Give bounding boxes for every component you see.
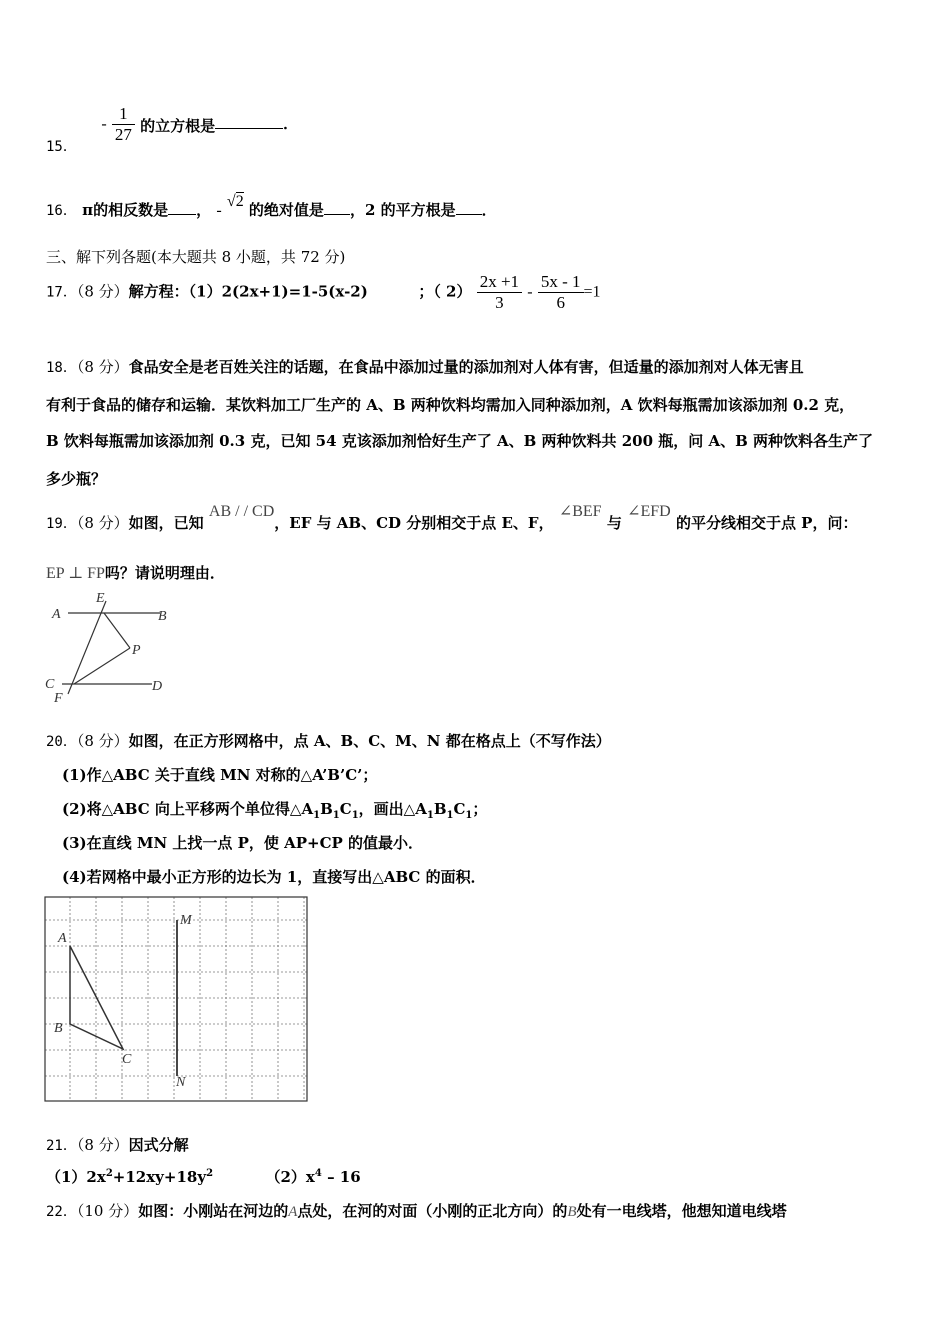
question-19: 19．（8 分）如图，已知 AB / / CD，EF 与 AB、CD 分别相交于点 E、F， ∠BEF 与 ∠EFD 的平分线相交于点 P，问： bbox=[46, 503, 858, 532]
question-21-parts: $(1)2x^2+12xy+18y^2$ $(2)x^4 - 16$ bbox=[46, 1168, 361, 1186]
question-19-line2: EP ⊥ FP吗？请说明理由． bbox=[46, 564, 225, 582]
question-20-part4: (4)若网格中最小正方形的边长为 1，直接写出△ABC 的面积． bbox=[62, 868, 486, 886]
label-d: D bbox=[152, 679, 163, 694]
segment-ep bbox=[104, 613, 130, 648]
question-20: 20．（8 分）如图，在正方形网格中，点 A、B、C、M、N 都在格点上（不写作法） bbox=[46, 732, 611, 750]
question-18-line3: B 饮料每瓶需加该添加剂 0.3 克，已知 54 克该添加剂恰好生产了 A、B 两种饮料共 200 瓶，问 A、B 两种饮料各生产了 bbox=[46, 432, 874, 450]
question-15: 15． - $\frac{1}{27}$ 的立方根是 ． bbox=[46, 104, 299, 155]
segment-fp bbox=[74, 648, 130, 684]
label-b: B bbox=[54, 1021, 63, 1036]
grid-border bbox=[45, 897, 307, 1101]
question-21: 21．（8 分）因式分解 bbox=[46, 1136, 189, 1154]
question-16: 16． π的相反数是 ， - √2 的绝对值是 ，2 的平方根是 ． bbox=[46, 193, 497, 219]
label-c: C bbox=[122, 1052, 132, 1067]
line-ef bbox=[68, 601, 106, 694]
question-18-line4: 多少瓶？ bbox=[46, 470, 107, 488]
figure-square-grid bbox=[44, 896, 310, 1104]
answer-blank bbox=[456, 200, 482, 215]
sqrt-symbol: √ bbox=[226, 193, 236, 210]
grid-lines bbox=[45, 897, 307, 1101]
question-18-line2: 有利于食品的储存和运输．某饮料加工厂生产的 A、B 两种饮料均需加入同种添加剂，A 饮料每瓶需加该添加剂 0.2 克， bbox=[46, 396, 855, 414]
question-17: 17．（8 分）解方程：（1）2(2x+1)=1-5(x-2) ；（ 2） $\frac{2x +1}{3}$ - $\frac{5x - 1}{6}$ =1 bbox=[46, 272, 601, 312]
label-f: F bbox=[54, 691, 63, 706]
question-20-part1: (1)作△ABC 关于直线 MN 对称的△A’B’C’； bbox=[62, 766, 378, 784]
label-n: N bbox=[176, 1075, 186, 1090]
math-angle-bef: ∠BEF bbox=[558, 503, 602, 520]
label-a: A bbox=[52, 607, 61, 622]
answer-blank bbox=[324, 200, 350, 215]
math-ab-parallel-cd: AB / / CD bbox=[208, 503, 275, 520]
label-e: E bbox=[96, 591, 105, 606]
label-m: M bbox=[180, 913, 192, 928]
question-18-line1: 18．（8 分）食品安全是老百姓关注的话题，在食品中添加过量的添加剂对人体有害，但适量的添加剂对人体无害且 bbox=[46, 358, 804, 376]
question-20-part3: (3)在直线 MN 上找一点 P，使 AP+CP 的值最小． bbox=[62, 834, 424, 852]
fraction-2x1-3: $\frac{2x +1}{3}$ bbox=[477, 272, 522, 313]
label-p: P bbox=[132, 643, 141, 658]
question-number: 15． bbox=[46, 138, 77, 155]
label-c: C bbox=[45, 677, 55, 692]
label-a: A bbox=[58, 931, 67, 946]
fraction-5x1-6: $\frac{5x - 1}{6}$ bbox=[538, 272, 584, 313]
question-text: 的立方根是 bbox=[140, 116, 216, 135]
fraction-1-27: $\frac{1}{27}$ bbox=[112, 104, 135, 145]
question-number: 16． bbox=[46, 203, 77, 219]
answer-blank bbox=[168, 200, 196, 215]
question-22: 22．（10 分）如图：小刚站在河边的A点处，在河的对面（小刚的正北方向）的B处有一电线塔，他想知道电线塔 bbox=[46, 1202, 787, 1220]
minus-sign: - bbox=[101, 115, 107, 133]
section-heading: 三、解下列各题(本大题共 8 小题，共 72 分) bbox=[46, 248, 346, 266]
math-angle-efd: ∠EFD bbox=[627, 503, 671, 520]
math-ep-perp-fp: EP ⊥ FP bbox=[46, 565, 105, 582]
figure-parallel-lines bbox=[40, 586, 180, 706]
label-b: B bbox=[158, 609, 167, 624]
answer-blank bbox=[215, 114, 283, 129]
triangle-abc bbox=[70, 946, 123, 1049]
question-20-part2: (2)将△ABC 向上平移两个单位得$\triangle A_1B_1C_1$，画出$\triangle A_1B_1C_1$； bbox=[62, 800, 488, 821]
